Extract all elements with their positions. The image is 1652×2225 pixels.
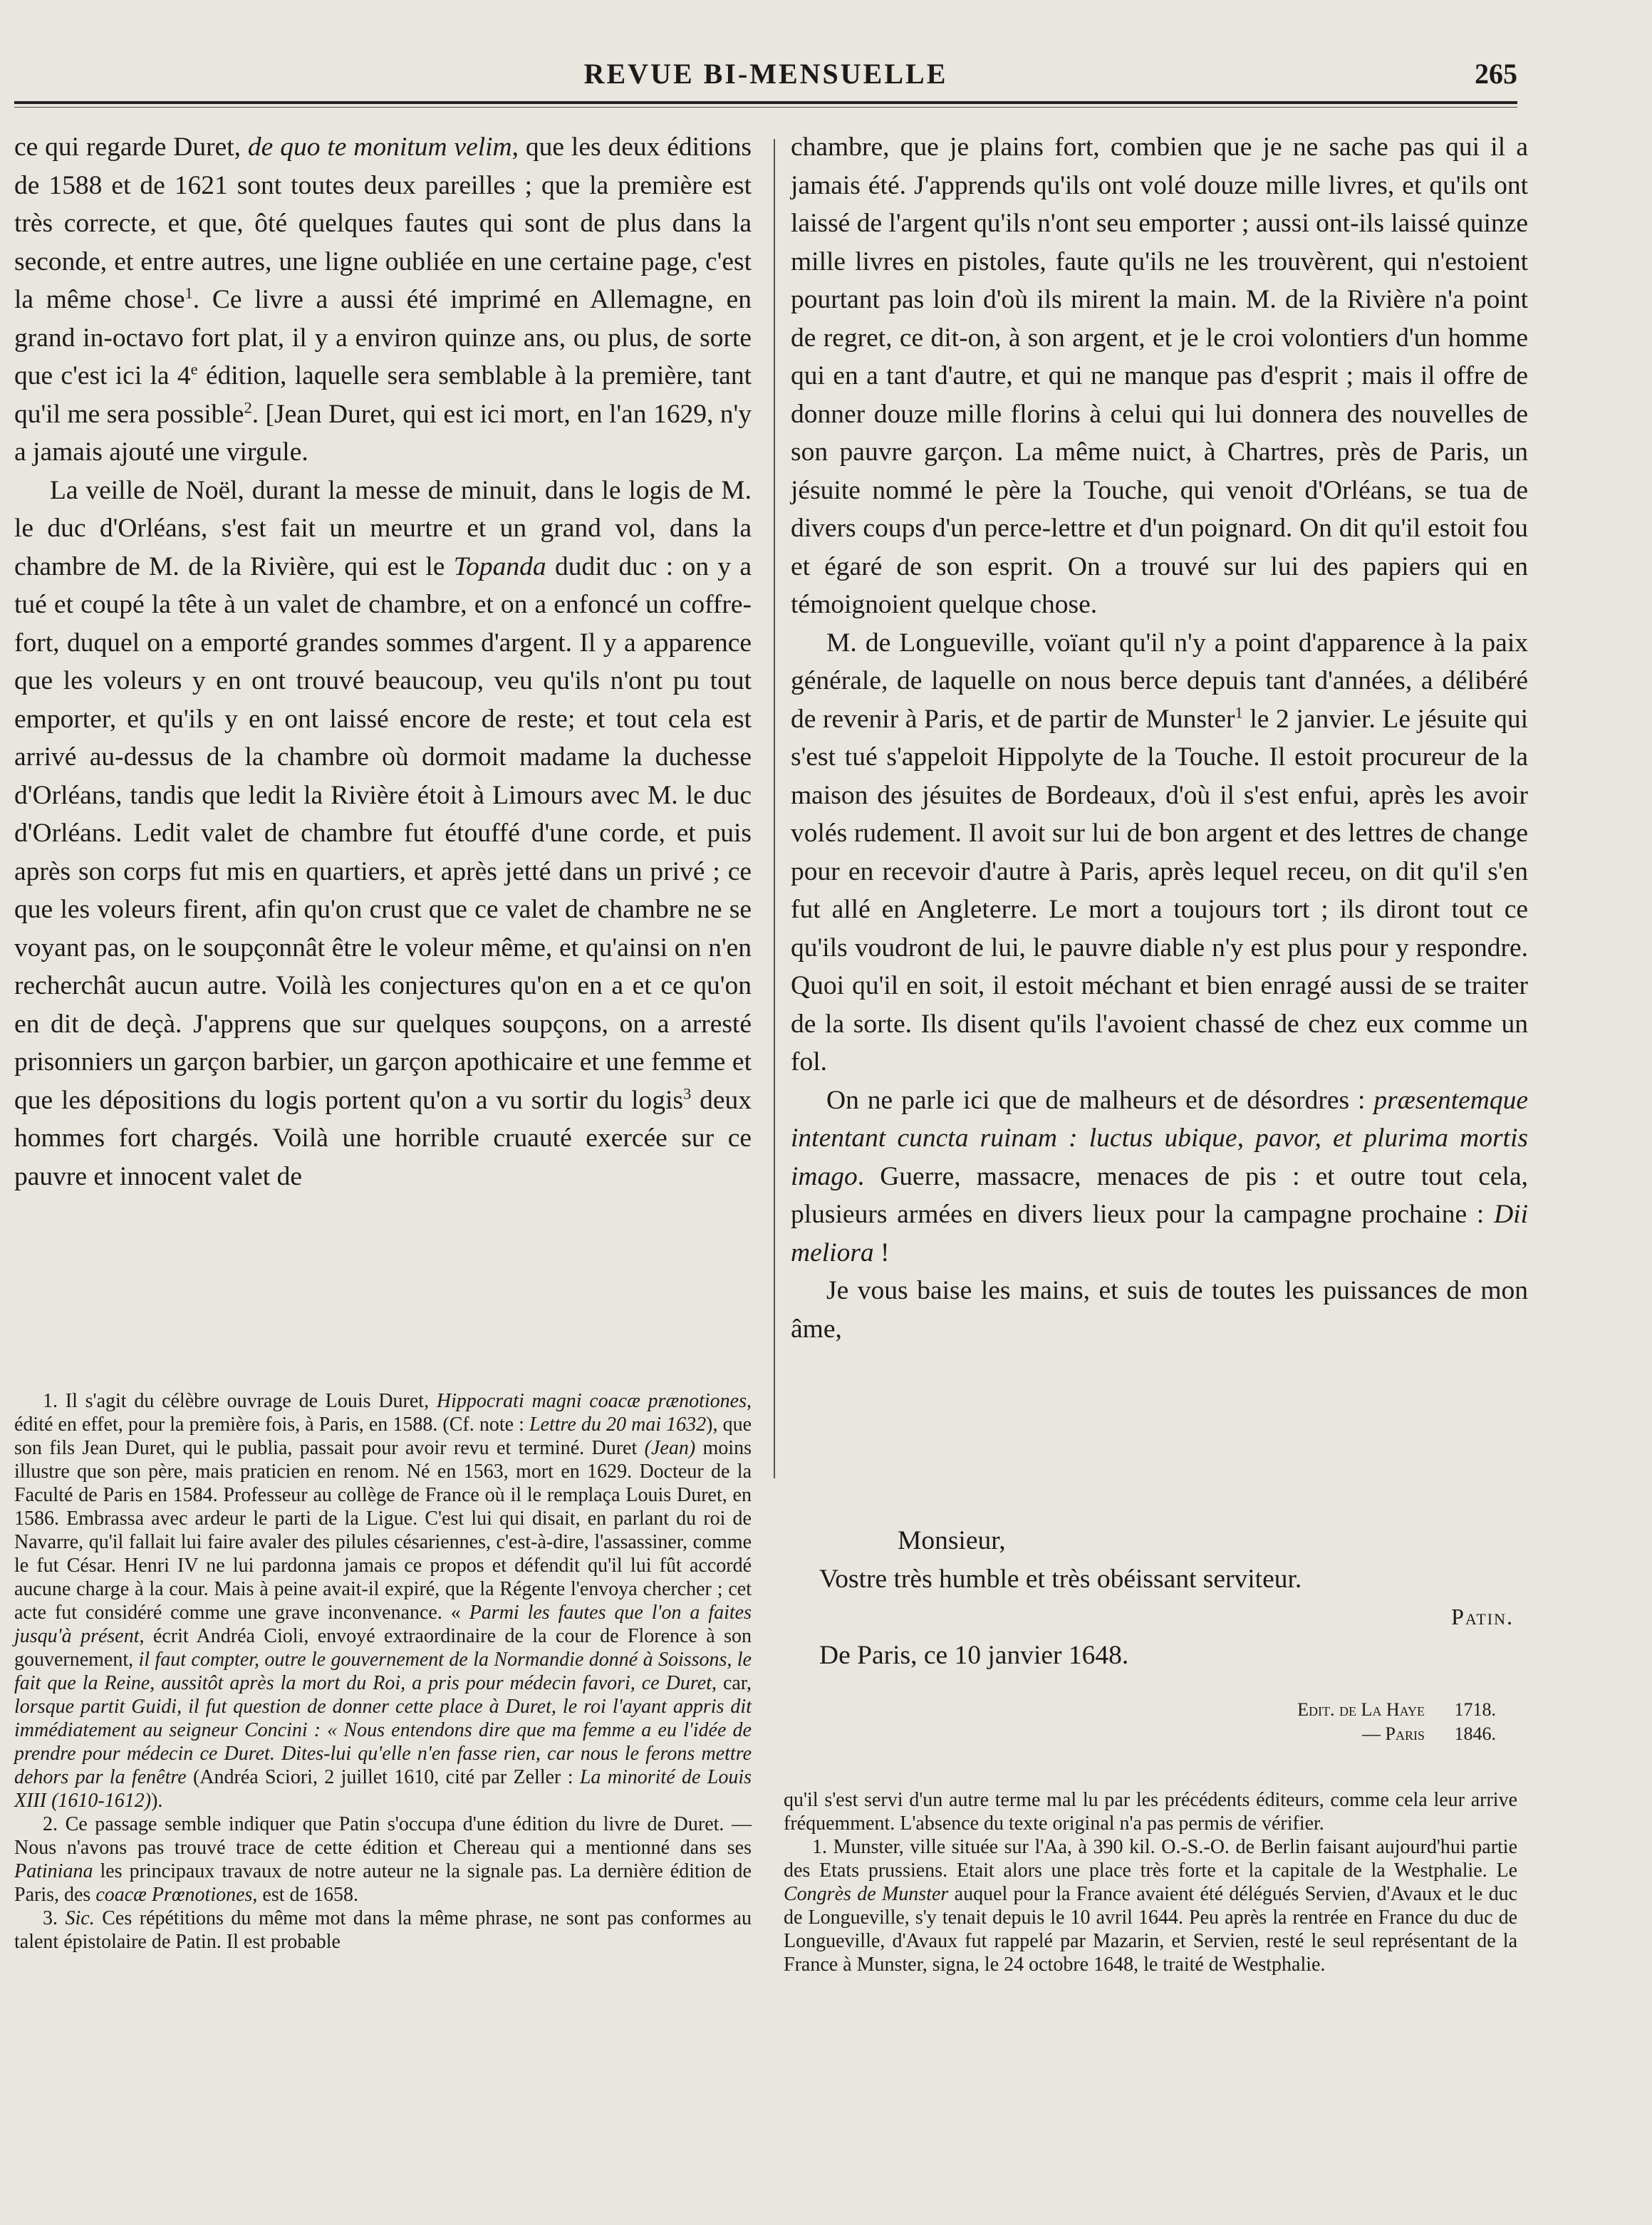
footnote-ref: 2 <box>244 398 252 416</box>
footnote-ref: 1 <box>1235 703 1243 721</box>
running-title: REVUE BI-MENSUELLE <box>583 58 948 90</box>
book-title: Patiniana <box>14 1860 93 1882</box>
header-rule <box>14 101 1517 104</box>
text-run: édition, laquelle sera semblable à la première, tant qu'il me sera possible <box>14 361 752 429</box>
text-run: ! <box>873 1238 890 1267</box>
book-title: Hippocrati magni coacæ prænotiones <box>436 1390 747 1412</box>
edition-row <box>1211 1722 1496 1746</box>
italic-term: Sic. <box>65 1907 95 1929</box>
italic-quote: il faut compter, outre le gouvernement de la Normandie donné à Soissons, le fait que la Reine, aussitôt après la mort du Roi, a pris pour médecin favori, ce Duret <box>14 1649 752 1694</box>
italic-quote: Parmi les fautes que l'on a faites jusqu'à présent <box>14 1602 752 1647</box>
footnote-ref: 1 <box>185 284 193 302</box>
text-run: . [Jean Duret, qui est ici mort, en l'an 1629, n'y a jamais ajouté une virgule. <box>14 399 752 467</box>
page-header <box>14 50 1517 107</box>
right-paragraph-2 <box>791 624 1528 1082</box>
latin-quote: Dii meliora <box>791 1200 1528 1267</box>
page-number: 265 <box>1475 58 1517 90</box>
latin-phrase: de quo te monitum velim <box>247 133 512 162</box>
letter-closing <box>791 1522 1528 1674</box>
footnote-ref: 3 <box>683 1084 692 1102</box>
text-run: 2. Ce passage semble indiquer que Patin s'occupa d'une édition du livre de Duret. — Nous n'avons pas trouvé trace de cette édition et Chereau qui a mentionné dans ses <box>14 1813 752 1859</box>
right-paragraph-3 <box>791 1082 1528 1272</box>
footnotes-right <box>784 1788 1517 1976</box>
signoff: Vostre très humble et très obéissant serviteur. <box>819 1564 1302 1594</box>
footnote-continuation: qu'il s'est servi d'un autre terme mal lu par les précédents éditeurs, comme cela leur arrive fréquemment. L'absence du texte original n'a pas permis de vérifier. <box>784 1789 1517 1835</box>
right-paragraph-1: chambre, que je plains fort, combien que je ne sache pas qui il a jamais été. J'apprends qu'ils ont volé douze mille livres, et qu'ils ont laissé de l'argent qu'ils n'ont seu emporter ; aussi ont-ils laissé quinze mille livres en pistoles, faute qu'ils ne les trouvèrent, qui n'estoient pourtant pas loin d'où ils mirent la main. M. de la Rivière n'a point de regret, ce dit-on, à son argent, et je le croi volontiers d'un homme qui en a tant d'autre, et qui ne manque pas d'esprit ; mais il offre de donner douze mille florins à celui qui lui donnera des nouvelles de son pauvre garçon. La même nuict, à Chartres, près de Paris, un jésuite nommé le père la Touche, qui venoit d'Orléans, se tua de divers coups d'un perce-lettre et d'un poignard. On dit qu'il estoit fou et égaré de son esprit. On a trouvé sur lui des papiers qui en témoignoient quelque chose. <box>791 133 1529 619</box>
salutation: Monsieur, <box>898 1526 1006 1555</box>
text-run: le 2 janvier. Le jésuite qui s'est tué s'appeloit Hippolyte de la Touche. Il estoit procureur de la maison des jésuites de Bordeaux, d'où il s'est enfui, après les avoir volés rudement. Il avoit sur lui de bon argent et des lettres de change pour en recevoir d'autre à Paris, après lequel receu, on dit qu'il s'en fut allé en Angleterre. Le mort a toujours tort ; ils diront tout ce qu'ils voudront de lui, le pauvre diable n'y est plus pour y respondre. Quoi qu'il en soit, il estoit méchant et bien enragé aussi de se traiter de la sorte. Ils disent qu'ils l'avoient chassé de chez eux comme un fol. <box>791 704 1528 1077</box>
italic-quote: lorsque partit Guidi, il fut question de donner cette place à Duret, le roi l'ayant appris dit immédiatement au seigneur Concini : « Nous entendons dire que ma femme a eu l'idée de prendre pour médecin ce Duret. Dites-lui qu'elle n'en fasse rien, car nous le ferons mettre dehors par la fenêtre <box>14 1696 752 1788</box>
italic-ref: Lettre du 20 mai 1632 <box>529 1414 707 1436</box>
text-run: Ces répétitions du même mot dans la même phrase, ne sont pas conformes au talent épistolaire de Patin. Il est probable <box>14 1907 752 1953</box>
text-run: 1. Il s'agit du célèbre ouvrage de Louis Duret, <box>43 1390 437 1412</box>
text-run: , que les deux éditions de 1588 et de 1621 sont toutes deux pareilles ; que la première est très correcte, et que, ôté quelques fautes qui sont de plus dans la seconde, et entre autres, une ligne oubliée en une certaine page, c'est la même chose <box>14 133 752 314</box>
book-title: coacæ Prœnotiones <box>95 1884 253 1906</box>
edition-row <box>1211 1698 1496 1722</box>
left-paragraph-1 <box>14 128 752 472</box>
text-run: les principaux travaux de notre auteur ne la signale pas. La dernière édition de Paris, des <box>14 1860 752 1906</box>
italic-term: Congrès de Munster <box>784 1883 949 1905</box>
left-paragraph-2 <box>14 472 752 1196</box>
right-paragraph-4: Je vous baise les mains, et suis de toutes les puissances de mon âme, <box>791 1276 1528 1344</box>
edition-year: 1846. <box>1454 1723 1496 1744</box>
latin-quote: præsentemque intentant cuncta ruinam : luctus ubique, pavor, et plurima mortis imago <box>791 1085 1528 1191</box>
text-run: , édité en effet, pour la première fois, à Paris, en 1588. (Cf. note : <box>14 1390 752 1436</box>
right-column <box>791 128 1528 1348</box>
book-title: La minorité de Louis XIII (1610-1612) <box>14 1766 752 1812</box>
text-run: , car, <box>711 1672 752 1694</box>
ordinal-suffix: e <box>190 360 198 378</box>
text-run: dudit duc : on y a tué et coupé la tête à un valet de chambre, et on a enfoncé un coffre-fort, duquel on a emporté grandes sommes d'argent. Il y a apparence que les voleurs y en ont trouvé beaucoup, veu qu'ils n'ont pu tout emporter, et qu'ils y en ont laissé encore de reste; et tout cela est arrivé au-dessus de la chambre où dormoit madame la duchesse d'Orléans, tandis que ledit la Rivière étoit à Limours avec M. le duc d'Orléans. Ledit valet de chambre fut étouffé d'une corde, et puis après son corps fut mis en quartiers, et après jetté dans un privé ; ce que les voleurs firent, afin qu'on crust que ce valet de chambre ne se voyant pas, on le soupçonnât être le voleur même, et qu'ainsi on n'en recherchât aucun autre. Voilà les conjectures qu'on en a et ce qu'on en dit de deçà. J'apprens que sur quelques soupçons, on a arresté prisonniers un garçon barbier, un garçon apothicaire et une femme et que les dépositions du logis portent qu'on a vu sortir du logis <box>14 551 752 1115</box>
text-run: ce qui regarde Duret, <box>14 133 248 162</box>
text-run: . Ce livre a aussi été imprimé en Allemagne, en grand in-octavo fort plat, il y a environ quinze ans, ou plus, de sorte que c'est ici la 4 <box>14 285 752 390</box>
text-run: La veille de Noël, durant la messe de minuit, dans le logis de M. le duc d'Orléans, s'est fait un meurtre et un grand vol, dans la chambre de M. de la Rivière, qui est le <box>14 475 752 581</box>
italic-ref: (Jean) <box>644 1437 696 1459</box>
column-divider <box>774 139 775 1478</box>
italic-term: Topanda <box>453 551 546 581</box>
left-column <box>14 128 752 1196</box>
text-run: moins illustre que son père, mais praticien en renom. Né en 1563, mort en 1629. Docteur de la Faculté de Paris en 1584. Professeur au collège de France où il le remplaça Louis Duret, en 1586. Embrassa avec ardeur le parti de la Ligue. C'est lui qui disait, en parlant du roi de Navarre, qu'il fallait lui faire avaler des pilules césariennes, c'est-à-dire, l'assassiner, comme le fut César. Henri IV ne lui pardonna jamais ce propos et défendit qu'il lui fût accordé aucune charge à la cour. Mais à peine avait-il expiré, que la Régente l'envoya chercher ; cet acte fut considéré comme une grave inconvenance. « <box>14 1437 752 1624</box>
signature: Patin. <box>1451 1604 1514 1629</box>
text-run: On ne parle ici que de malheurs et de désordres : <box>826 1085 1374 1115</box>
footnote-1 <box>14 1389 752 1812</box>
edition-label: Edit. de La Haye <box>1297 1699 1425 1720</box>
footnote-3 <box>14 1907 752 1954</box>
dateline: De Paris, ce 10 janvier 1648. <box>819 1640 1129 1670</box>
text-run: ), que son fils Jean Duret, qui le publia, passait pour avoir revu et terminé. Duret <box>14 1414 752 1459</box>
text-run: . Guerre, massacre, menaces de pis : et outre tout cela, plusieurs armées en divers lieux pour la campagne prochaine : <box>791 1161 1528 1229</box>
text-run: deux hommes fort chargés. Voilà une horrible cruauté exercée sur ce pauvre et innocent valet de <box>14 1085 752 1191</box>
edition-label: — Paris <box>1362 1723 1425 1744</box>
text-run: (Andréa Sciori, 2 juillet 1610, cité par Zeller : <box>186 1766 580 1788</box>
text-run: 3. <box>43 1907 66 1929</box>
text-run: ). <box>151 1790 163 1812</box>
header-rule-thin <box>14 107 1517 108</box>
footnote-munster <box>784 1835 1517 1976</box>
edition-year: 1718. <box>1454 1699 1496 1720</box>
text-run: 1. Munster, ville située sur l'Aa, à 390 kil. O.-S.-O. de Berlin faisant aujourd'hui partie des Etats prussiens. Etait alors une place très forte et la capitale de la Westphalie. Le <box>784 1836 1517 1882</box>
footnote-2 <box>14 1812 752 1907</box>
text-run: M. de Longueville, voïant qu'il n'y a point d'apparence à la paix générale, de laquelle on nous berce depuis tant d'années, a délibéré de revenir à Paris, et de partir de Munster <box>791 628 1528 734</box>
editions-list <box>1211 1698 1496 1746</box>
text-run: auquel pour la France avaient été délégués Servien, d'Avaux et le duc de Longueville, s'y tenait depuis le 10 avril 1644. Peu après la rentrée en France du duc de Longueville, d'Avaux fut rappelé par Mazarin, et Servien, resté le seul représentant de la France à Munster, signa, le 24 octobre 1648, le traité de Westphalie. <box>784 1883 1517 1976</box>
text-run: , est de 1658. <box>252 1884 358 1906</box>
text-run: , écrit Andréa Cioli, envoyé extraordinaire de la cour de Florence à son gouvernement, <box>14 1625 752 1671</box>
footnotes-left <box>14 1389 752 1954</box>
